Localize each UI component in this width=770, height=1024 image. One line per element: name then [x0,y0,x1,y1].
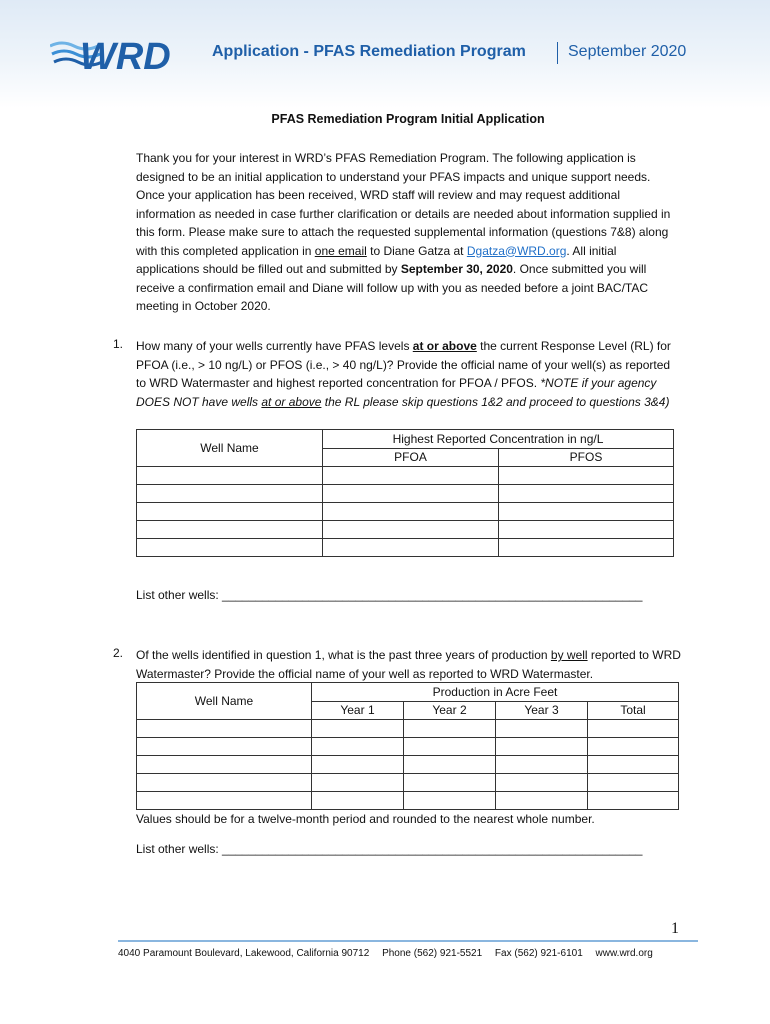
table-cell[interactable] [312,720,404,738]
table-cell[interactable] [312,756,404,774]
wells-concentration-table [136,429,674,557]
footer-address: 4040 Paramount Boulevard, Lakewood, California 90712 [118,948,370,959]
intro-one-email: one email [314,243,367,258]
q2-text-b: reported to WRD Watermaster? Provide the official name of your well as reported to WRD Watermaster. [136,648,681,681]
table-row[interactable] [137,774,679,792]
col-header-production: Production in Acre Feet [312,683,679,702]
table-cell[interactable] [588,738,679,756]
q1-note-a: *NOTE if your agency DOES NOT have wells [136,376,657,409]
table-cell[interactable] [588,774,679,792]
col-header-concentration: Highest Reported Concentration in ng/L [323,430,674,449]
table-cell[interactable] [499,467,674,485]
col-header-well-name: Well Name [137,430,323,467]
q1-text-b: the current Response Level (RL) for PFOA (i.e., [136,339,671,372]
logo-text: WRD [80,36,171,74]
table-cell[interactable] [137,539,323,557]
table-cell[interactable] [137,774,312,792]
question-1-number: 1. [113,337,124,351]
table-cell[interactable] [404,756,496,774]
table-cell[interactable] [137,503,323,521]
header-title: Application - PFAS Remediation Program [212,43,526,60]
col-header-year-1: Year 1 [312,701,404,720]
header-date: September 2020 [568,43,687,60]
table-row[interactable] [137,720,679,738]
header-separator [557,42,558,64]
table-cell[interactable] [323,503,499,521]
question-1-text [136,337,681,411]
production-table [136,682,679,810]
table-row[interactable] [137,485,674,503]
q1-text-c: ) or PFOS (i.e., [248,357,333,372]
table-cell[interactable] [496,792,588,810]
q2-list-other-wells[interactable]: List other wells: _______________________________________________________________ [136,842,643,856]
table-cell[interactable] [496,774,588,792]
table-cell[interactable] [323,539,499,557]
table-row[interactable] [137,521,674,539]
footer-website[interactable]: www.wrd.org [595,948,653,959]
q1-note-b: the RL please skip questions 1&2 and proceed to questions 3&4) [321,394,670,409]
footer-rule [118,940,698,942]
q1-text-a: How many of your wells currently have PFAS levels [136,339,413,353]
table-cell[interactable] [496,738,588,756]
intro-paragraph [136,149,681,316]
document-title: PFAS Remediation Program Initial Application [271,112,545,126]
table-cell[interactable] [588,792,679,810]
table-cell[interactable] [137,756,312,774]
table-cell[interactable] [137,792,312,810]
table-cell[interactable] [499,485,674,503]
q1-pfoa-threshold: > 10 ng/L [198,357,249,372]
table-cell[interactable] [499,539,674,557]
table-cell[interactable] [499,503,674,521]
table-cell[interactable] [404,792,496,810]
email-link[interactable]: Dgatza@WRD.org [466,243,567,258]
table-row[interactable] [137,738,679,756]
footer-phone: Phone (562) 921-5521 [382,948,483,959]
table-cell[interactable] [323,485,499,503]
table-cell[interactable] [137,467,323,485]
q1-text-d: )? Provide the official name of your well(s) as reported to WRD Watermaster and highest reported concentration for PFOA / PFOS. [136,357,671,390]
intro-text-1: Thank you for your interest in WRD’s PFAS Remediation Program. The following application is designed to be an initial application to understand your PFAS impacts and unique support needs. Once your application has been received, WRD staff will review and may request additional information as needed in case further clarification or details are needed about information supplied in this form. Please make sure to attach the requested supplemental information (questions 7&8) along with this completed application in [136,151,671,258]
col-header-pfoa: PFOA [323,448,499,467]
q1-list-other-wells[interactable]: List other wells: _______________________________________________________________ [136,588,643,602]
table-cell[interactable] [404,720,496,738]
table-cell[interactable] [312,738,404,756]
q2-text-a: Of the wells identified in question 1, what is the past three years of production [136,648,551,662]
intro-text-4: . Once submitted you will receive a confirmation email and Diane will follow up with you as needed before a joint BAC/TAC meeting in October 2020. [136,262,649,313]
table-cell[interactable] [137,738,312,756]
table-cell[interactable] [323,467,499,485]
footer-fax: Fax (562) 921-6101 [494,948,583,959]
table-cell[interactable] [588,720,679,738]
col-header-year-3: Year 3 [496,701,588,720]
table-row[interactable] [137,539,674,557]
col-header-total: Total [588,701,679,720]
table-row[interactable] [137,467,674,485]
page-number: 1 [671,920,679,937]
table-cell[interactable] [404,738,496,756]
table-row[interactable] [137,503,674,521]
question-2-number: 2. [113,646,124,660]
table-cell[interactable] [137,521,323,539]
q1-emphasis: at or above [412,339,477,353]
table-cell[interactable] [137,485,323,503]
table-cell[interactable] [312,774,404,792]
table-cell[interactable] [312,792,404,810]
col-header-year-2: Year 2 [404,701,496,720]
footer [118,948,663,959]
q1-pfos-threshold: > 40 ng/L [332,357,383,372]
table-cell[interactable] [588,756,679,774]
table-cell[interactable] [499,521,674,539]
q1-note-emphasis: at or above [261,394,322,409]
table-cell[interactable] [323,521,499,539]
question-2-text [136,646,681,683]
table-cell[interactable] [496,756,588,774]
table-cell[interactable] [137,720,312,738]
intro-deadline: September 30, 2020 [400,262,513,276]
wrd-logo [50,34,200,74]
col-header-well-name: Well Name [137,683,312,720]
q2-emphasis: by well [550,648,588,662]
col-header-pfos: PFOS [499,448,674,467]
table-cell[interactable] [496,720,588,738]
intro-text-3: . All initial applications should be filled out and submitted by [136,243,617,276]
q2-values-note: Values should be for a twelve-month period and rounded to the nearest whole number. [136,812,595,826]
table-row[interactable] [137,756,679,774]
table-cell[interactable] [404,774,496,792]
table-row[interactable] [137,792,679,810]
intro-text-2: to Diane Gatza at [366,243,467,258]
